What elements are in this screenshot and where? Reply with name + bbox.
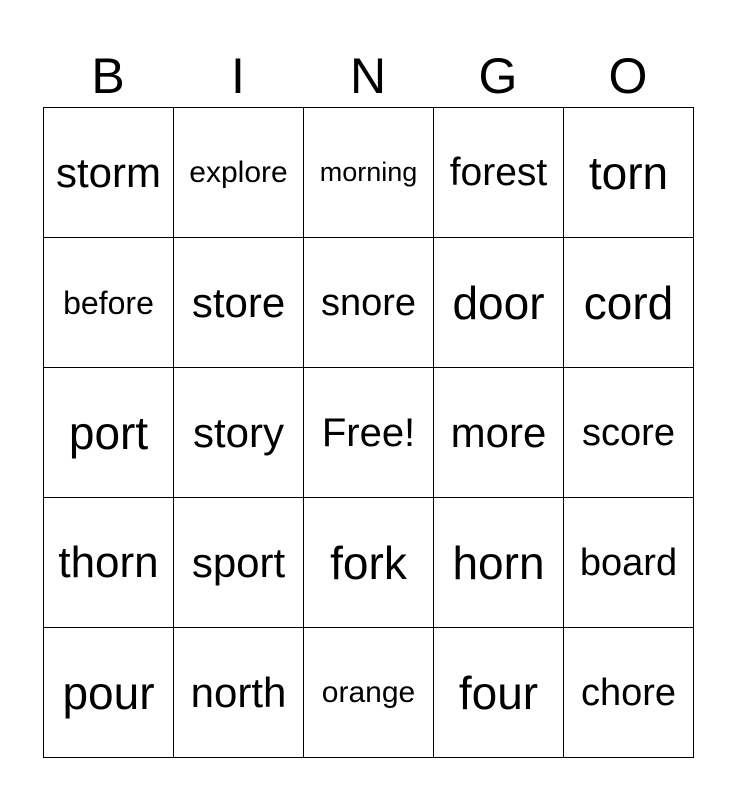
bingo-cell[interactable]: [174, 238, 304, 368]
bingo-cell[interactable]: [304, 498, 434, 628]
bingo-cell[interactable]: [44, 628, 174, 758]
bingo-cell[interactable]: [44, 108, 174, 238]
bingo-cell[interactable]: [564, 238, 694, 368]
bingo-cell-word: chore: [580, 671, 677, 714]
bingo-cell-word: snore: [320, 281, 417, 324]
bingo-cell-word: port: [68, 406, 149, 459]
bingo-cell[interactable]: [174, 108, 304, 238]
bingo-cell[interactable]: [304, 628, 434, 758]
bingo-cell-word: cord: [583, 276, 674, 329]
bingo-cell[interactable]: [304, 238, 434, 368]
bingo-cell[interactable]: [434, 498, 564, 628]
bingo-cell[interactable]: [174, 498, 304, 628]
bingo-cell-word: Free!: [321, 410, 416, 455]
bingo-cell-word: score: [582, 411, 675, 454]
bingo-cell[interactable]: [174, 628, 304, 758]
bingo-cell-word: north: [190, 668, 287, 716]
bingo-cell-word: board: [579, 541, 678, 584]
bingo-cell-word: morning: [319, 157, 418, 187]
bingo-cell-word: forest: [449, 151, 548, 194]
bingo-cell[interactable]: [434, 108, 564, 238]
header-letter-n: N: [349, 48, 387, 104]
header-letter-i: I: [231, 48, 245, 104]
bingo-cell-word: explore: [189, 155, 288, 189]
bingo-cell-word: before: [63, 284, 154, 321]
bingo-cell-word: thorn: [58, 537, 159, 587]
bingo-header: [43, 48, 693, 104]
bingo-cell-word: more: [450, 408, 547, 456]
bingo-cell[interactable]: [564, 108, 694, 238]
header-letter-b: B: [91, 48, 125, 104]
bingo-cell-word: torn: [588, 146, 669, 199]
bingo-cell[interactable]: [44, 238, 174, 368]
bingo-cell[interactable]: [304, 108, 434, 238]
bingo-cell-word: door: [452, 276, 545, 329]
header-letter-o: O: [608, 48, 648, 104]
bingo-cell-word: four: [458, 666, 539, 719]
bingo-cell-word: store: [191, 278, 286, 326]
bingo-board: [43, 107, 694, 758]
bingo-cell-word: pour: [62, 666, 155, 719]
bingo-cell-word: horn: [452, 536, 545, 589]
bingo-cell[interactable]: [564, 498, 694, 628]
bingo-cell[interactable]: [564, 368, 694, 498]
bingo-cell[interactable]: [564, 628, 694, 758]
bingo-cell-word: sport: [191, 538, 286, 586]
bingo-cell[interactable]: [44, 368, 174, 498]
bingo-cell[interactable]: [434, 238, 564, 368]
bingo-cell[interactable]: [434, 368, 564, 498]
header-letter-g: G: [478, 48, 518, 104]
bingo-cell-word: story: [192, 408, 284, 456]
bingo-cell[interactable]: [434, 628, 564, 758]
bingo-cell-word: fork: [330, 536, 407, 589]
free-space-cell[interactable]: [304, 368, 434, 498]
bingo-cell[interactable]: [174, 368, 304, 498]
bingo-cell-word: orange: [321, 675, 416, 709]
bingo-cell-word: storm: [56, 148, 161, 196]
bingo-cell[interactable]: [44, 498, 174, 628]
